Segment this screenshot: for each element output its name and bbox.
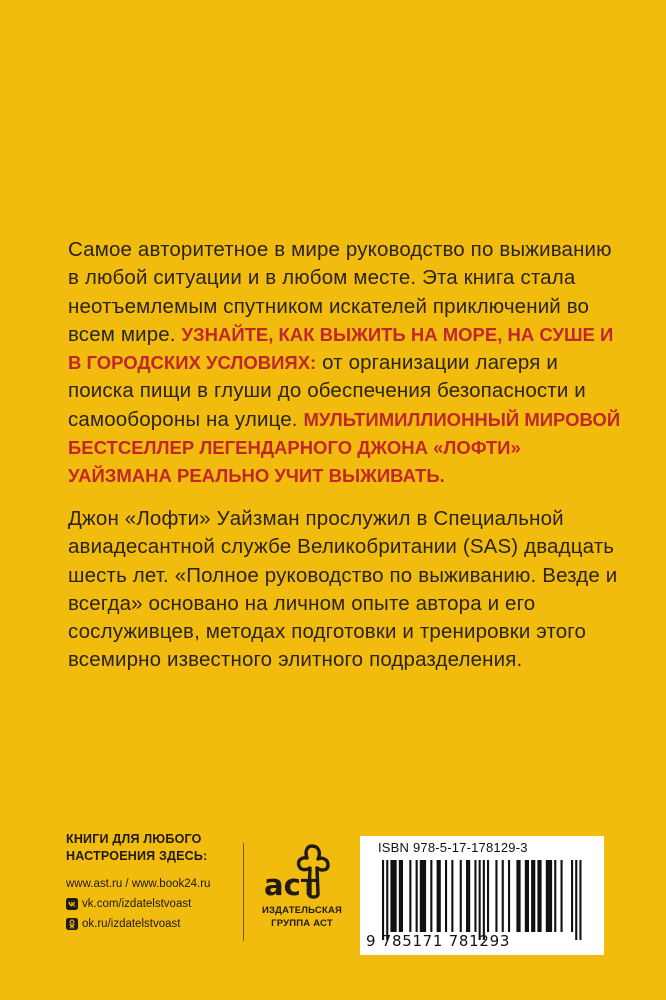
barcode-bar — [575, 860, 577, 940]
barcode-bar — [409, 860, 411, 932]
author-bio — [68, 505, 648, 675]
ast-logo-icon — [256, 838, 348, 950]
barcode-bar — [571, 860, 573, 932]
barcode-bar — [416, 860, 418, 932]
barcode-bar — [502, 860, 504, 932]
website-link[interactable]: www.ast.ru / www.book24.ru — [66, 878, 211, 890]
barcode-bar — [579, 860, 581, 940]
barcode-bar — [466, 860, 470, 932]
barcode-bar — [508, 860, 510, 932]
ast-wordmark: аст — [264, 868, 318, 902]
isbn-number: ISBN 978-5-17-178129-3 — [378, 840, 528, 855]
barcode-bar — [445, 860, 447, 932]
barcode-bar — [430, 860, 432, 932]
barcode-bar — [420, 860, 426, 932]
footer-divider — [243, 843, 244, 941]
barcode-bar — [474, 860, 476, 932]
description-highlight-bestseller: МУЛЬТИМИЛЛИОННЫЙ МИРОВОЙ БЕСТСЕЛЛЕР ЛЕГЕНДАРНОГО ДЖОНА «ЛОФТИ» УАЙЗМАНА РЕАЛЬНО УЧИТ ВЫЖИВАТЬ. — [68, 408, 621, 487]
description-middle: от организации лагеря и поиска пищи в глуши до обеспечения безопасности и самообороны на улице. — [68, 351, 586, 431]
barcode-bar — [487, 860, 489, 932]
barcode-bar — [460, 860, 462, 932]
barcode-bar — [399, 860, 403, 932]
description-highlight-survival: УЗНАЙТЕ, КАК ВЫЖИТЬ НА МОРЕ, НА СУШЕ И В ГОРОДСКИХ УСЛОВИЯХ: — [68, 323, 614, 374]
barcode-bar — [495, 860, 497, 932]
barcode-bar — [390, 860, 396, 932]
description-intro: Самое авторитетное в мире руководство по выживанию в любой ситуации и в любом месте. Эта книга стала неотъемлемым спутником искателей приключений во всем мире. — [68, 238, 612, 346]
barcode-bar — [483, 860, 485, 940]
vk-icon — [66, 898, 78, 910]
ok-link[interactable]: ok.ru/izdatelstvoast — [66, 914, 246, 934]
ast-logo-caption: ИЗДАТЕЛЬСКАЯ ГРУППА АСТ — [261, 905, 343, 929]
book-description — [68, 236, 628, 491]
barcode-bar — [525, 860, 529, 932]
isbn-barcode — [360, 836, 604, 955]
barcode-bar — [531, 860, 535, 932]
barcode-bar — [561, 860, 563, 932]
author-bio-text: Джон «Лофти» Уайзман прослужил в Специальной авиадесантной службе Великобритании (SAS) двадцать шесть лет. «Полное руководство по выживанию. Везде и всегда» основано на личном опыте автора и его сослуживцев, методах подготовки и тренировки этого всемирно известного элитного подразделения. — [68, 507, 618, 672]
odnoklassniki-icon — [66, 918, 78, 930]
links-heading: КНИГИ ДЛЯ ЛЮБОГО НАСТРОЕНИЯ ЗДЕСЬ: — [66, 832, 208, 863]
barcode-digits: 9 785171 781293 — [366, 932, 511, 950]
barcode-bar — [451, 860, 453, 932]
barcode-bar — [382, 860, 384, 940]
barcode-bar — [546, 860, 552, 932]
barcode-bar — [537, 860, 541, 932]
barcode-bar — [479, 860, 481, 940]
barcode-bar — [386, 860, 388, 940]
barcode-bar — [516, 860, 520, 932]
vk-link[interactable]: vk.com/izdatelstvoast — [66, 894, 246, 914]
barcode-bar — [554, 860, 556, 932]
publisher-links — [66, 831, 246, 934]
barcode-bar — [437, 860, 441, 932]
